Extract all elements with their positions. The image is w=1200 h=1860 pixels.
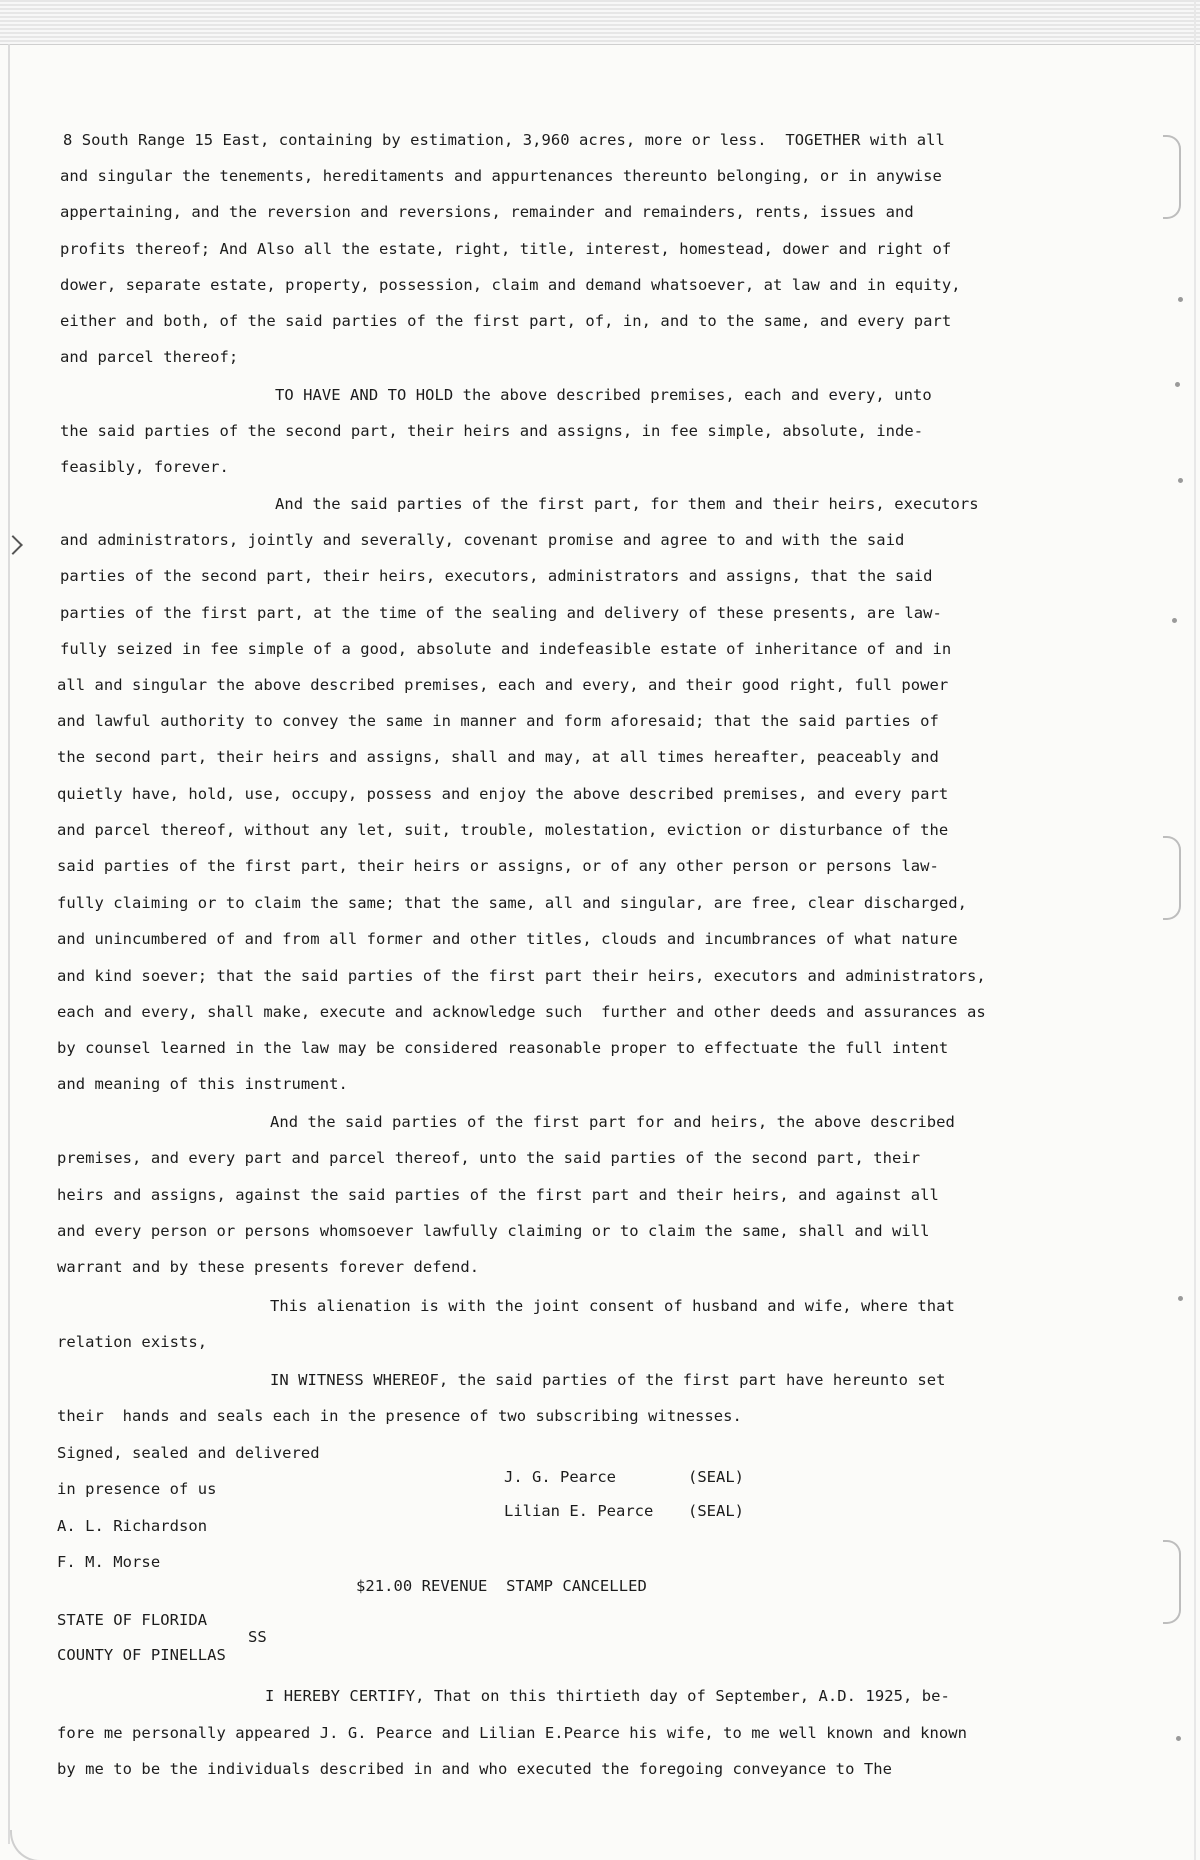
- document-line: and every person or persons whomsoever lawfully claiming or to claim the same, shall and will: [57, 1222, 930, 1240]
- binder-hole-top: [1163, 135, 1181, 219]
- margin-speck: [1172, 618, 1177, 623]
- document-line: by counsel learned in the law may be considered reasonable proper to effectuate the full intent: [57, 1039, 949, 1057]
- document-line: heirs and assigns, against the said parties of the first part and their heirs, and against all: [57, 1186, 939, 1204]
- document-line: This alienation is with the joint consent of husband and wife, where that: [270, 1297, 955, 1315]
- document-line: F. M. Morse: [57, 1553, 161, 1571]
- margin-speck: [1176, 1736, 1181, 1741]
- document-line: parties of the second part, their heirs, executors, administrators and assigns, that the said: [60, 567, 933, 585]
- document-line: and lawful authority to convey the same in manner and form aforesaid; that the said parties of: [57, 712, 939, 730]
- margin-speck: [1178, 1296, 1183, 1301]
- document-line: and meaning of this instrument.: [57, 1075, 348, 1093]
- document-line: 8 South Range 15 East, containing by estimation, 3,960 acres, more or less. TOGETHER with all: [63, 131, 945, 149]
- scan-left-edge: [8, 44, 10, 1844]
- margin-speck: [1175, 382, 1180, 387]
- document-line: warrant and by these presents forever defend.: [57, 1258, 480, 1276]
- document-line: and unincumbered of and from all former and other titles, clouds and incumbrances of what nature: [57, 930, 958, 948]
- document-line: and kind soever; that the said parties of the first part their heirs, executors and administrators,: [57, 967, 986, 985]
- document-line: and singular the tenements, hereditaments and appurtenances thereunto belonging, or in anywise: [60, 167, 942, 185]
- document-line: I HEREBY CERTIFY, That on this thirtieth day of September, A.D. 1925, be-: [265, 1687, 950, 1705]
- signature-seal-2: (SEAL): [688, 1502, 744, 1520]
- document-line: SS: [248, 1628, 267, 1646]
- document-line: and administrators, jointly and severally, covenant promise and agree to and with the said: [60, 531, 905, 549]
- scan-right-edge: [1194, 0, 1196, 1860]
- document-line: and parcel thereof;: [60, 348, 239, 366]
- document-line: STATE OF FLORIDA: [57, 1611, 208, 1629]
- document-line: their hands and seals each in the presence of two subscribing witnesses.: [57, 1407, 742, 1425]
- document-line: the second part, their heirs and assigns, shall and may, at all times hereafter, peaceably and: [57, 748, 939, 766]
- document-line: quietly have, hold, use, occupy, possess and enjoy the above described premises, and every part: [57, 785, 949, 803]
- document-line: fore me personally appeared J. G. Pearce and Lilian E.Pearce his wife, to me well known and known: [57, 1724, 968, 1742]
- scan-top-edge: [0, 0, 1200, 45]
- document-line: fully seized in fee simple of a good, absolute and indefeasible estate of inheritance of and in: [60, 640, 952, 658]
- margin-speck: [1178, 478, 1183, 483]
- document-line: appertaining, and the reversion and reversions, remainder and remainders, rents, issues and: [60, 203, 914, 221]
- document-line: premises, and every part and parcel thereof, unto the said parties of the second part, their: [57, 1149, 921, 1167]
- document-line: by me to be the individuals described in and who executed the foregoing conveyance to The: [57, 1760, 892, 1778]
- document-line: $21.00 REVENUE STAMP CANCELLED: [356, 1577, 647, 1595]
- document-line: TO HAVE AND TO HOLD the above described premises, each and every, unto: [275, 386, 932, 404]
- document-line: And the said parties of the first part for and heirs, the above described: [270, 1113, 955, 1131]
- document-line: said parties of the first part, their heirs or assigns, or of any other person or persons law-: [57, 857, 939, 875]
- document-line: feasibly, forever.: [60, 458, 229, 476]
- signature-seal-1: (SEAL): [688, 1468, 744, 1486]
- document-line: in presence of us: [57, 1480, 217, 1498]
- document-line: profits thereof; And Also all the estate, right, title, interest, homestead, dower and right of: [60, 240, 952, 258]
- document-line: relation exists,: [57, 1333, 208, 1351]
- document-line: each and every, shall make, execute and acknowledge such further and other deeds and assurances as: [57, 1003, 986, 1021]
- document-line: And the said parties of the first part, for them and their heirs, executors: [275, 495, 979, 513]
- signature-name-1: J. G. Pearce: [504, 1468, 616, 1486]
- document-line: Signed, sealed and delivered: [57, 1444, 320, 1462]
- signature-name-2: Lilian E. Pearce: [504, 1502, 654, 1520]
- document-line: parties of the first part, at the time of the sealing and delivery of these presents, are law-: [60, 604, 942, 622]
- binder-hole-middle: [1163, 836, 1181, 920]
- document-line: all and singular the above described premises, each and every, and their good right, full power: [57, 676, 949, 694]
- document-line: and parcel thereof, without any let, suit, trouble, molestation, eviction or disturbance of the: [57, 821, 949, 839]
- margin-tick-mark: [3, 535, 23, 555]
- document-line: COUNTY OF PINELLAS: [57, 1646, 226, 1664]
- document-line: IN WITNESS WHEREOF, the said parties of the first part have hereunto set: [270, 1371, 946, 1389]
- binder-hole-bottom: [1163, 1540, 1181, 1624]
- document-line: either and both, of the said parties of the first part, of, in, and to the same, and every part: [60, 312, 952, 330]
- document-line: A. L. Richardson: [57, 1517, 208, 1535]
- document-line: dower, separate estate, property, possession, claim and demand whatsoever, at law and in equity,: [60, 276, 961, 294]
- page-curl-corner: [10, 1830, 72, 1860]
- document-line: fully claiming or to claim the same; that the same, all and singular, are free, clear discharged,: [57, 894, 968, 912]
- document-line: the said parties of the second part, their heirs and assigns, in fee simple, absolute, inde-: [60, 422, 924, 440]
- margin-speck: [1178, 297, 1183, 302]
